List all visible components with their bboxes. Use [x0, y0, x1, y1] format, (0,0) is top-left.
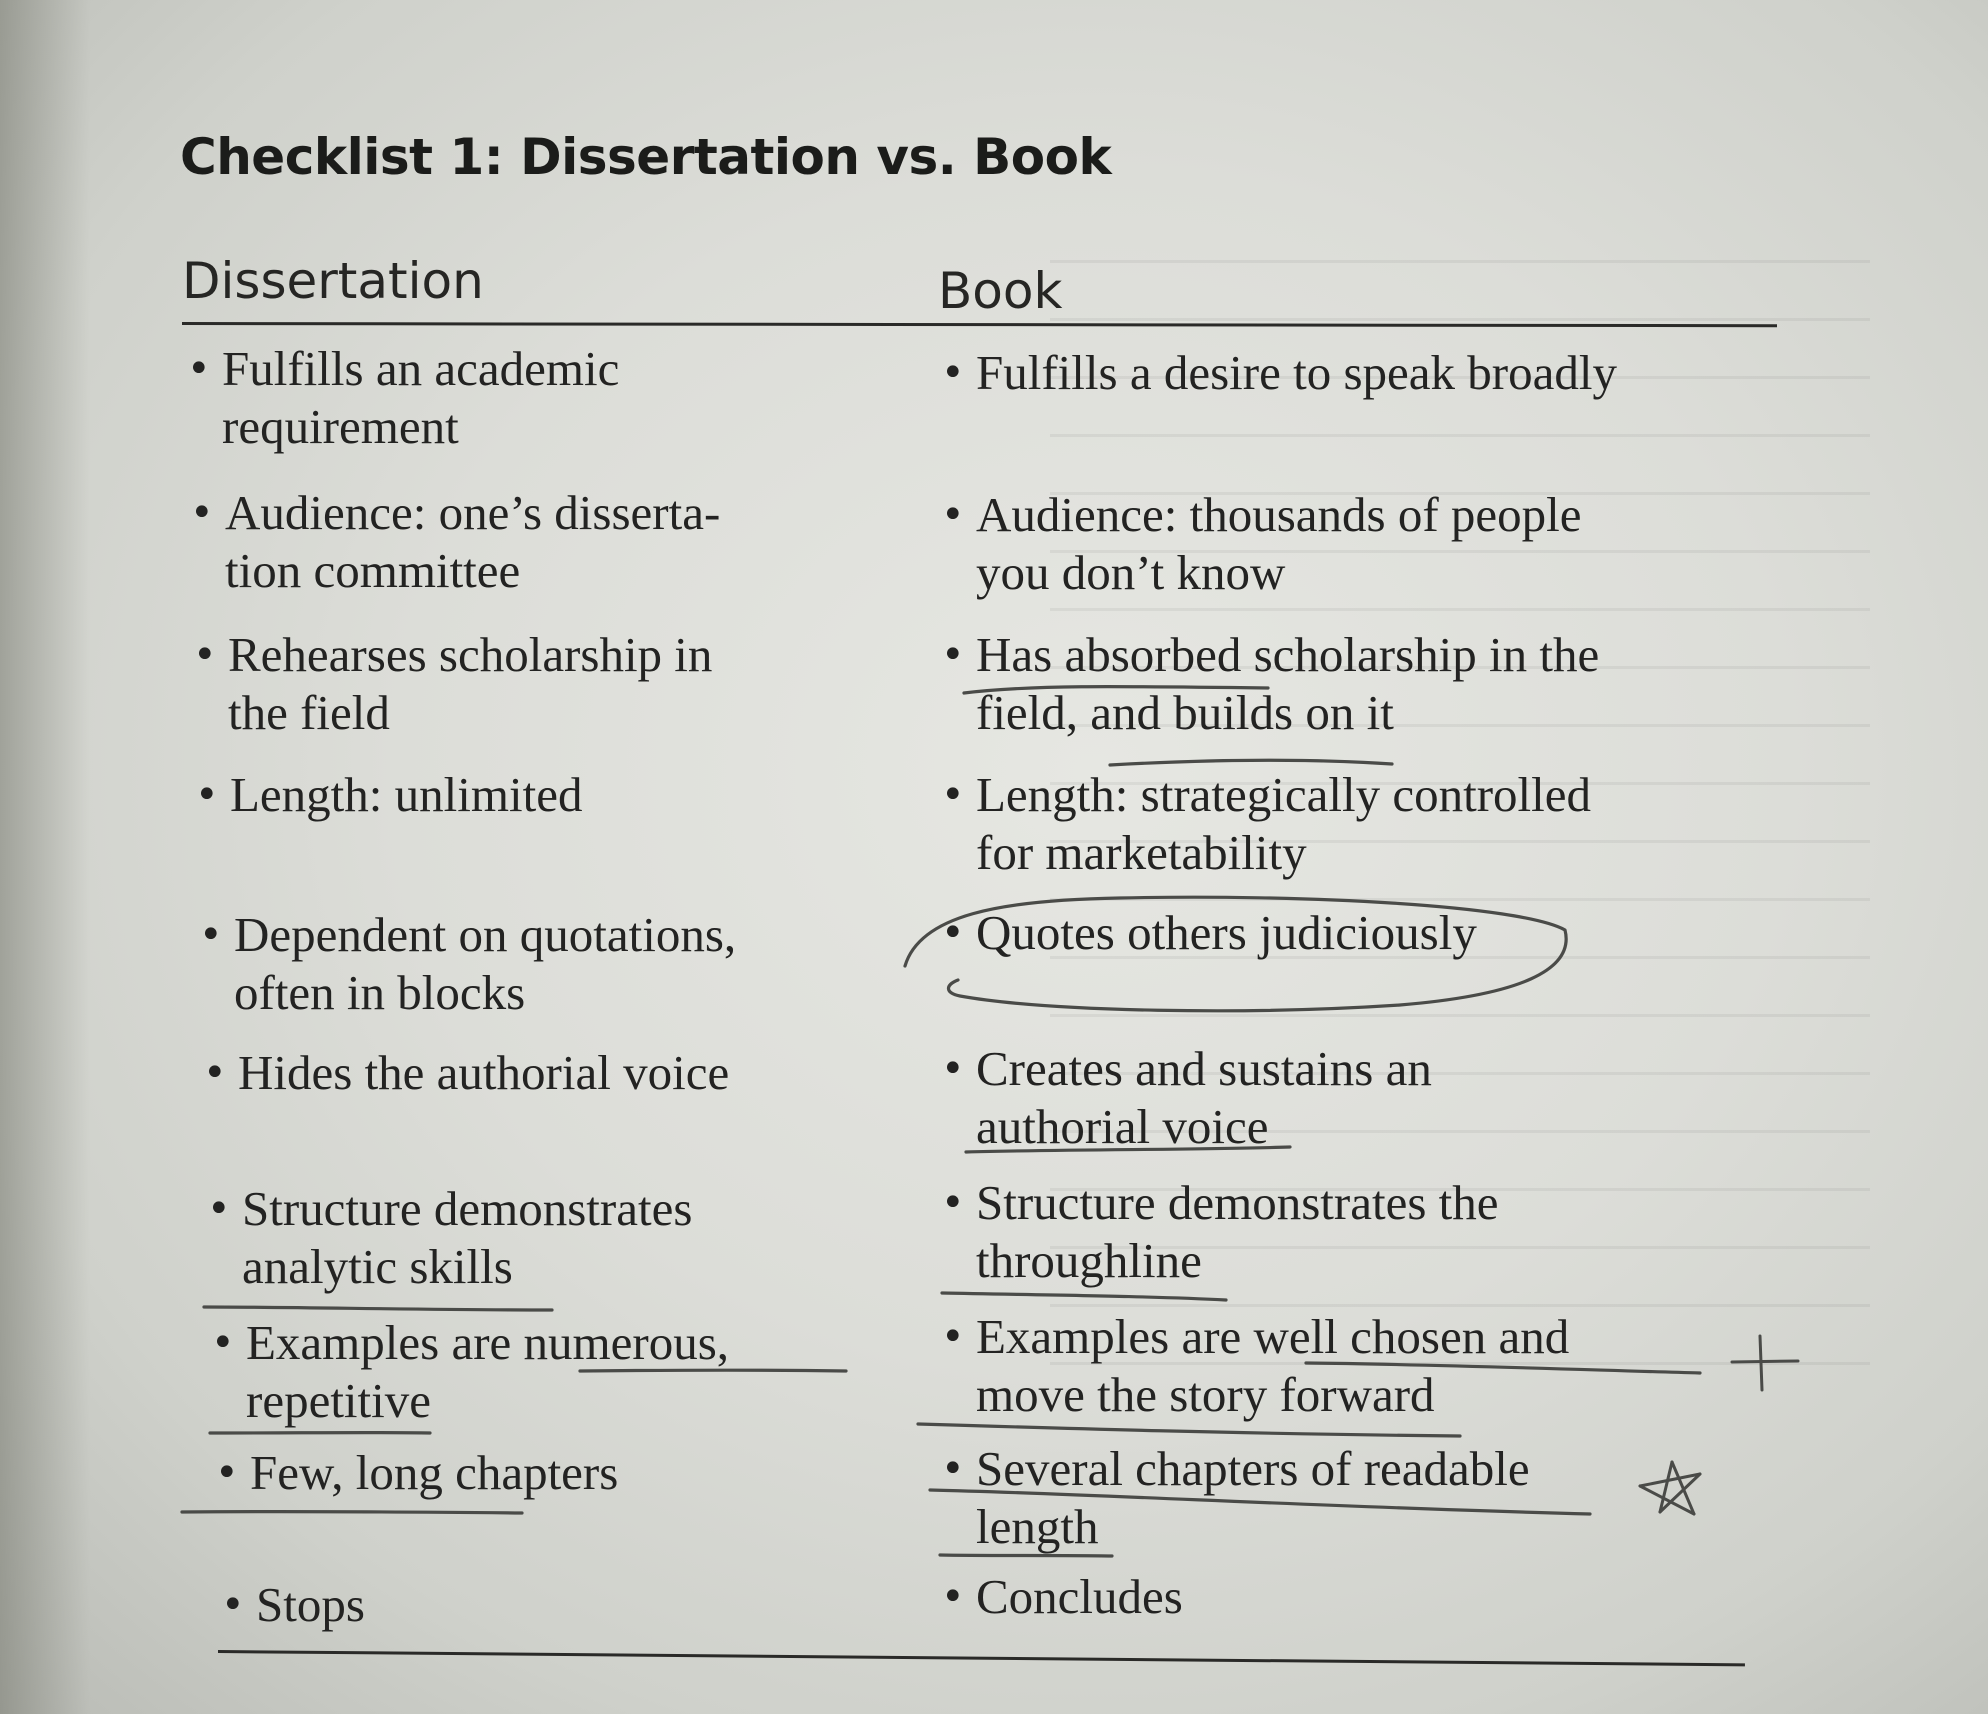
bullet: •	[941, 350, 965, 396]
footer-rule	[218, 1650, 1745, 1666]
checklist-title: Checklist 1: Dissertation vs. Book	[180, 128, 1112, 186]
bullet: •	[199, 912, 223, 958]
dissertation-item-text: Stops	[256, 1577, 365, 1632]
dissertation-item	[215, 1444, 890, 1502]
book-item-text: Has absorbed scholarship in the field, and builds on it	[976, 627, 1600, 740]
book-item-text: Concludes	[976, 1569, 1183, 1624]
dissertation-item	[193, 626, 868, 742]
book-item	[941, 344, 1796, 402]
dissertation-item-text: Length: unlimited	[230, 767, 583, 822]
book-item-text: Several chapters of readable length	[976, 1441, 1530, 1554]
column-header-book: Book	[938, 262, 1063, 320]
bullet: •	[203, 1050, 227, 1096]
book-item	[941, 904, 1796, 962]
dissertation-item-text: Fulfills an academic requirement	[222, 341, 620, 454]
underline-move-the-story	[918, 1424, 1460, 1436]
book-item-text: Creates and sustains an authorial voice	[976, 1041, 1432, 1154]
dissertation-item-text: Dependent on quotations, often in blocks	[234, 907, 737, 1020]
book-item-text: Length: strategically controlled for marketability	[976, 767, 1592, 880]
underline-few-long-chapters	[182, 1512, 522, 1513]
bullet: •	[187, 346, 211, 392]
bullet: •	[941, 1446, 965, 1492]
dissertation-item-text: Structure demonstrates analytic skills	[242, 1181, 693, 1294]
book-item-text: Quotes others judiciously	[976, 905, 1477, 960]
book-item	[941, 626, 1796, 742]
dissertation-item	[221, 1576, 896, 1634]
bullet: •	[941, 910, 965, 956]
bullet: •	[941, 772, 965, 818]
bullet: •	[941, 1046, 965, 1092]
book-item-text: Fulfills a desire to speak broadly	[976, 345, 1617, 400]
page-gutter-shadow	[0, 0, 90, 1714]
book-item-text: Examples are well chosen and move the story forward	[976, 1309, 1570, 1422]
book-item	[941, 1040, 1796, 1156]
bullet: •	[941, 1180, 965, 1226]
bullet: •	[221, 1582, 245, 1628]
book-item	[941, 1568, 1796, 1626]
dissertation-item-text: Rehearses scholarship in the field	[228, 627, 713, 740]
underline-analytic-skills	[204, 1307, 552, 1310]
bullet: •	[941, 632, 965, 678]
bullet: •	[941, 1314, 965, 1360]
dissertation-item	[199, 906, 874, 1022]
dissertation-item	[203, 1044, 878, 1102]
bullet: •	[211, 1320, 235, 1366]
bullet: •	[215, 1450, 239, 1496]
bullet: •	[190, 490, 214, 536]
dissertation-item	[187, 340, 862, 456]
dissertation-item	[207, 1180, 882, 1296]
dissertation-item-text: Few, long chapters	[250, 1445, 619, 1500]
dissertation-item	[211, 1314, 886, 1430]
column-header-dissertation: Dissertation	[182, 252, 484, 310]
book-item	[941, 486, 1796, 602]
dissertation-item-text: Hides the authorial voice	[238, 1045, 730, 1100]
bullet: •	[941, 1574, 965, 1620]
dissertation-item	[190, 484, 865, 600]
book-item	[941, 1174, 1796, 1290]
book-item-text: Audience: thousands of people you don’t know	[976, 487, 1582, 600]
bullet: •	[941, 492, 965, 538]
book-item	[941, 766, 1796, 882]
book-item-text: Structure demonstrates the throughline	[976, 1175, 1499, 1288]
dissertation-item-text: Audience: one’s disserta- tion committee	[225, 485, 721, 598]
bullet: •	[195, 772, 219, 818]
dissertation-item-text: Examples are numerous, repetitive	[246, 1315, 730, 1428]
bullet: •	[193, 632, 217, 678]
book-item	[941, 1440, 1796, 1556]
book-item	[941, 1308, 1796, 1424]
bullet: •	[207, 1186, 231, 1232]
dissertation-item	[195, 766, 870, 824]
